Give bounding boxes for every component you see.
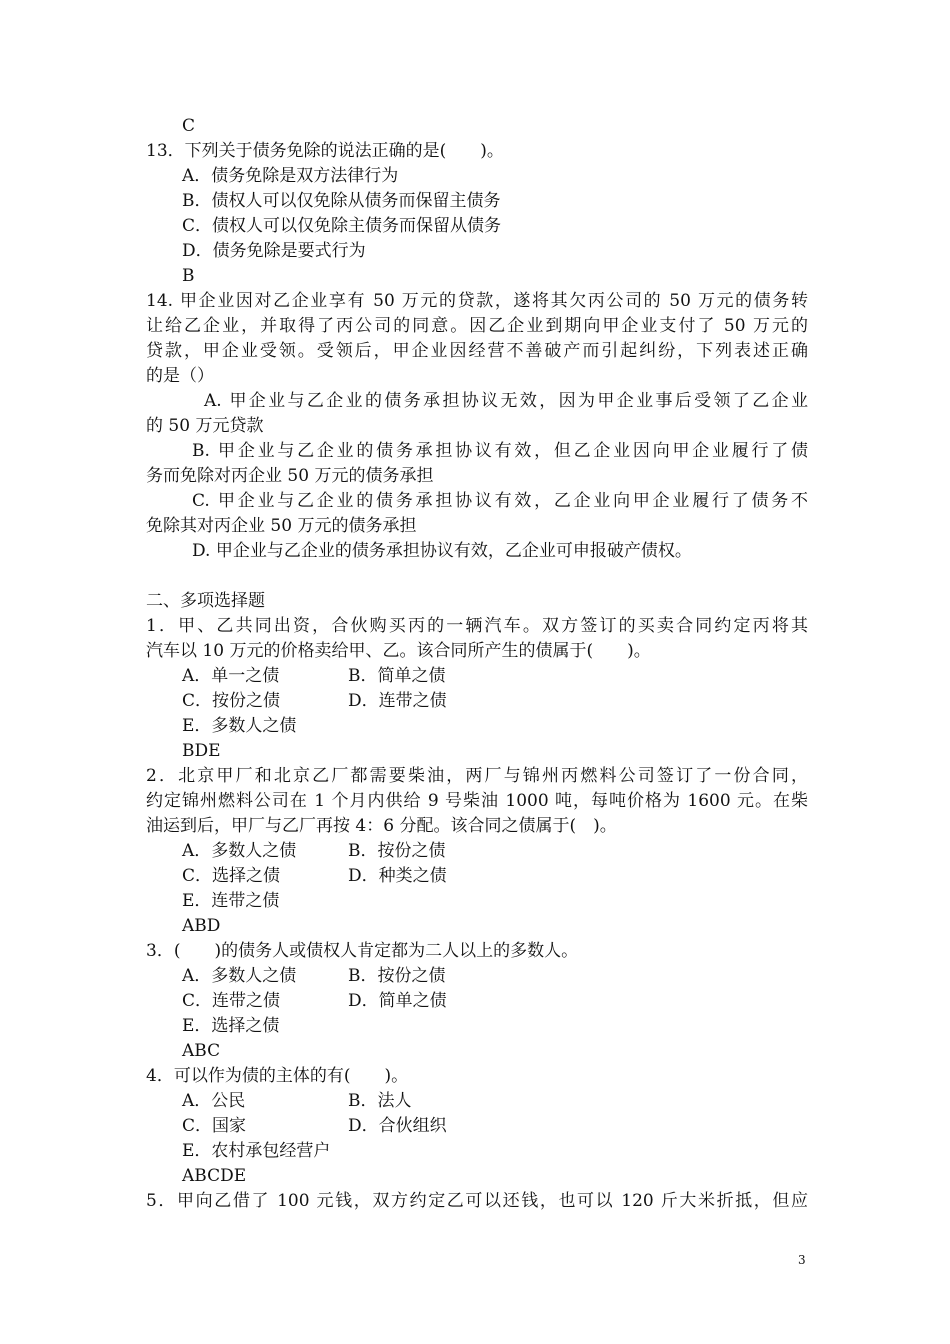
m1-option-c: C．按份之债	[182, 691, 281, 711]
q14-option-c-line1: C. 甲企业与乙企业的债务承担协议有效，乙企业向甲企业履行了债务不	[192, 491, 808, 511]
q14-stem-line1: 14. 甲企业因对乙企业享有 50 万元的贷款，遂将其欠丙公司的 50 万元的债务转	[146, 291, 808, 311]
previous-answer: C	[182, 116, 196, 136]
q14-stem-line2: 让给乙企业，并取得了丙公司的同意。因乙企业到期向甲企业支付了 50 万元的	[146, 316, 808, 336]
m2-stem-line3: 油运到后，甲厂与乙厂再按 4：6 分配。该合同之债属于( )。	[146, 816, 617, 836]
m4-option-b: B．法人	[348, 1091, 412, 1111]
m3-stem: 3．( )的债务人或债权人肯定都为二人以上的多数人。	[146, 941, 579, 961]
m3-answer: ABC	[182, 1041, 221, 1061]
q13-option-d: D．债务免除是要式行为	[182, 241, 366, 261]
q13-stem: 13．下列关于债务免除的说法正确的是( )。	[146, 141, 504, 161]
m2-answer: ABD	[182, 916, 221, 936]
q13-option-c: C．债权人可以仅免除主债务而保留从债务	[182, 216, 502, 236]
m4-option-c: C．国家	[182, 1116, 247, 1136]
m2-option-d: D．种类之债	[348, 866, 447, 886]
m1-option-b: B．简单之债	[348, 666, 446, 686]
m4-stem: 4．可以作为债的主体的有( )。	[146, 1066, 409, 1086]
m1-stem-line2: 汽车以 10 万元的价格卖给甲、乙。该合同所产生的债属于( )。	[146, 641, 651, 661]
q14-stem-line4: 的是（）	[146, 366, 214, 386]
q14-stem-line3: 贷款，甲企业受领。受领后，甲企业因经营不善破产而引起纠纷，下列表述正确	[146, 341, 808, 361]
m3-option-e: E．选择之债	[182, 1016, 280, 1036]
m2-option-c: C．选择之债	[182, 866, 281, 886]
q14-option-a-line1: A. 甲企业与乙企业的债务承担协议无效，因为甲企业事后受领了乙企业	[204, 391, 808, 411]
q13-option-a: A．债务免除是双方法律行为	[182, 166, 399, 186]
m4-option-a: A．公民	[182, 1091, 246, 1111]
page-number: 3	[798, 1253, 806, 1267]
q13-option-b: B．债权人可以仅免除从债务而保留主债务	[182, 191, 501, 211]
m3-option-d: D．简单之债	[348, 991, 447, 1011]
m5-stem-line1: 5．甲向乙借了 100 元钱，双方约定乙可以还钱，也可以 120 斤大米折抵，但应	[146, 1191, 808, 1211]
m1-option-a: A．单一之债	[182, 666, 280, 686]
m3-option-c: C．连带之债	[182, 991, 281, 1011]
m4-option-e: E．农村承包经营户	[182, 1141, 331, 1161]
m2-option-a: A．多数人之债	[182, 841, 297, 861]
q14-option-d: D. 甲企业与乙企业的债务承担协议有效，乙企业可申报破产债权。	[192, 541, 692, 561]
m4-option-d: D．合伙组织	[348, 1116, 447, 1136]
m1-option-d: D．连带之债	[348, 691, 447, 711]
m3-option-b: B．按份之债	[348, 966, 446, 986]
m2-stem-line2: 约定锦州燃料公司在 1 个月内供给 9 号柴油 1000 吨，每吨价格为 1600 元。在柴	[146, 791, 808, 811]
m1-answer: BDE	[182, 741, 221, 761]
m2-stem-line1: 2．北京甲厂和北京乙厂都需要柴油，两厂与锦州丙燃料公司签订了一份合同，	[146, 766, 808, 786]
m4-answer: ABCDE	[182, 1166, 247, 1186]
q13-answer: B	[182, 266, 195, 286]
q14-option-c-line2: 免除其对丙企业 50 万元的债务承担	[146, 516, 417, 536]
m2-option-b: B．按份之债	[348, 841, 446, 861]
q14-option-a-line2: 的 50 万元贷款	[146, 416, 264, 436]
section-title-multiple-choice: 二、多项选择题	[146, 591, 265, 611]
m1-stem-line1: 1．甲、乙共同出资，合伙购买丙的一辆汽车。双方签订的买卖合同约定丙将其	[146, 616, 808, 636]
m2-option-e: E．连带之债	[182, 891, 280, 911]
m3-option-a: A．多数人之债	[182, 966, 297, 986]
m1-option-e: E．多数人之债	[182, 716, 297, 736]
q14-option-b-line1: B. 甲企业与乙企业的债务承担协议有效，但乙企业因向甲企业履行了债	[192, 441, 808, 461]
q14-option-b-line2: 务而免除对丙企业 50 万元的债务承担	[146, 466, 434, 486]
